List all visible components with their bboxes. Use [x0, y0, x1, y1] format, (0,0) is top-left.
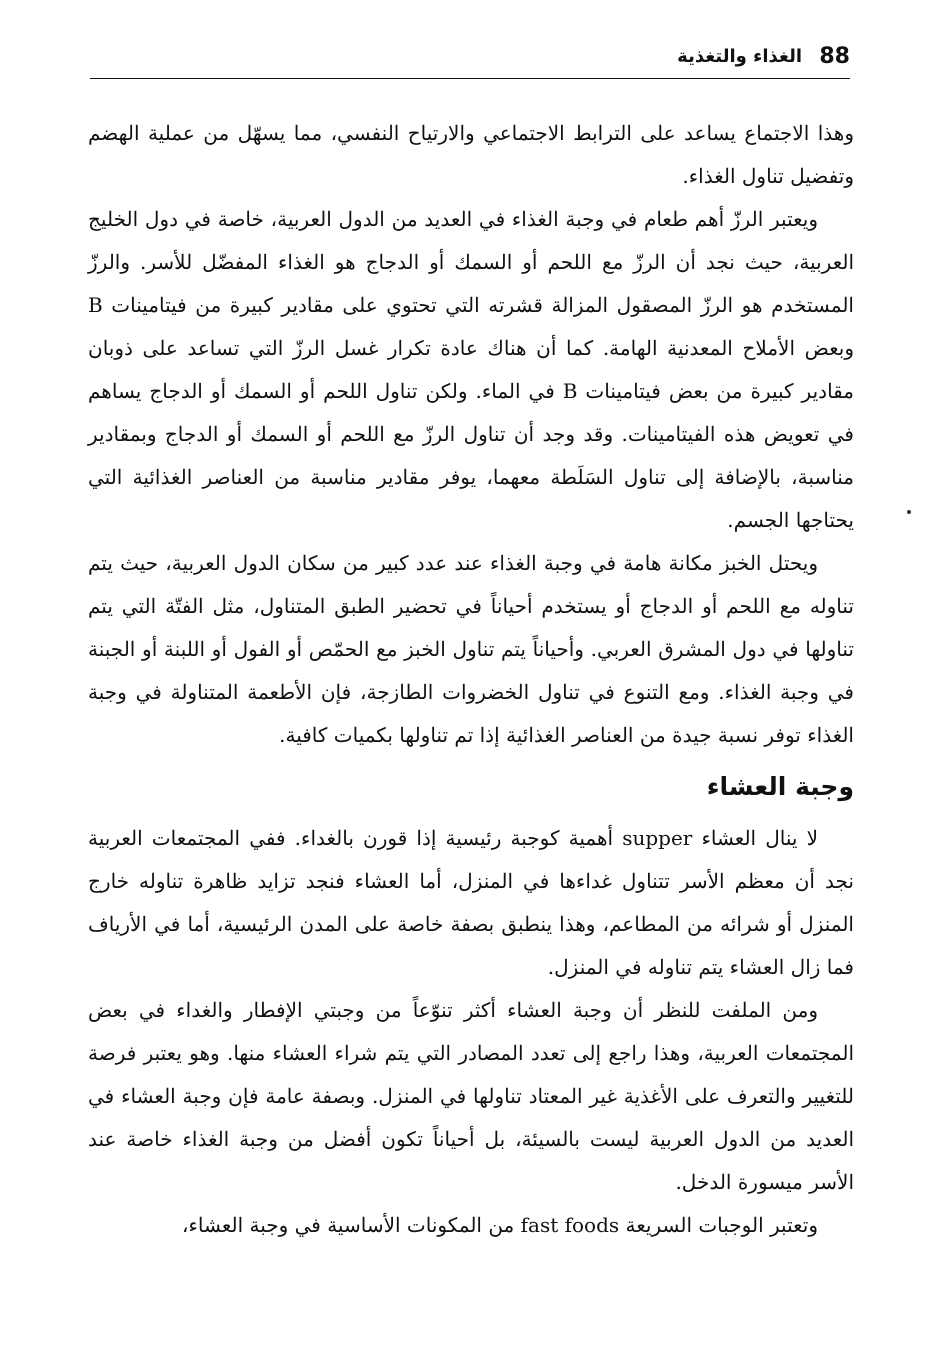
paragraph-continued: وهذا الاجتماع يساعد على الترابط الاجتماعي والارتياح النفسي، مما يسهّل من عملية الهضم وتفضيل تناول الغذاء.: [88, 121, 854, 188]
body-text: [88, 112, 854, 1247]
paragraph-dinner-intro: لا ينال العشاء supper أهمية كوجبة رئيسية إذا قورن بالغداء. ففي المجتمعات العربية نجد أن معظم الأسر تتناول غداءها في المنزل، أما العشاء فنجد تزايد ظاهرة تناوله خارج المنزل أو شرائه من المطاعم، وهذا ينطبق بصفة خاصة على المدن الرئيسية، أما في الأرياف فما زال العشاء يتم تناوله في المنزل.: [88, 826, 854, 979]
page-number: 88: [819, 44, 850, 69]
paragraph-fast-foods: وتعتبر الوجبات السريعة fast foods من المكونات الأساسية في وجبة العشاء،: [182, 1213, 818, 1237]
paragraph-dinner-variety: ومن الملفت للنظر أن وجبة العشاء أكثر تنوّعاً من وجبتي الإفطار والغداء في بعض المجتمعات العربية، وهذا راجع إلى تعدد المصادر التي يتم شراء العشاء منها. وهو يعتبر فرصة للتغيير والتعرف على الأغذية غير المعتاد تناولها في المنزل. وبصفة عامة فإن وجبة العشاء في العديد من الدول العربية ليست بالسيئة، بل أحياناً تكون أفضل من وجبة الغذاء خاصة عند الأسر ميسورة الدخل.: [88, 998, 854, 1194]
running-title: الغذاء والتغذية: [677, 46, 802, 67]
header-rule: [90, 78, 850, 79]
paragraph-bread: ويحتل الخبز مكانة هامة في وجبة الغذاء عند عدد كبير من سكان الدول العربية، حيث يتم تناوله مع اللحم أو الدجاج أو يستخدم أحياناً في تحضير الطبق المتناول، مثل الفتّة التي يتم تناولها في دول المشرق العربي. وأحياناً يتم تناول الخبز مع الحمّص أو الفول أو اللبنة أو الجبنة في وجبة الغذاء. ومع التنوع في تناول الخضروات الطازجة، فإن الأطعمة المتناولة في وجبة الغذاء توفر نسبة جيدة من العناصر الغذائية إذا تم تناولها بكميات كافية.: [88, 551, 854, 747]
margin-dot: [907, 510, 911, 514]
running-header: [90, 40, 850, 80]
paragraph-rice: ويعتبر الرزّ أهم طعام في وجبة الغذاء في العديد من الدول العربية، خاصة في دول الخليج العربية، حيث نجد أن الرزّ مع اللحم أو السمك أو الدجاج هو الغذاء المفضّل للأسر. والرزّ المستخدم هو الرزّ المصقول المزالة قشرته التي تحتوي على مقادير كبيرة من فيتامينات B وبعض الأملاح المعدنية الهامة. كما أن هناك عادة تكرار غسل الرزّ التي تساعد على ذوبان مقادير كبيرة من بعض فيتامينات B في الماء. ولكن تناول اللحم أو السمك أو الدجاج يساهم في تعويض هذه الفيتامينات. وقد وجد أن تناول الرزّ مع اللحم أو السمك أو الدجاج وبمقادير مناسبة، بالإضافة إلى تناول السَلَطة معهما، يوفر مقادير مناسبة من العناصر الغذائية التي يحتاجها الجسم.: [88, 207, 854, 532]
section-heading-dinner: وجبة العشاء: [706, 772, 854, 801]
